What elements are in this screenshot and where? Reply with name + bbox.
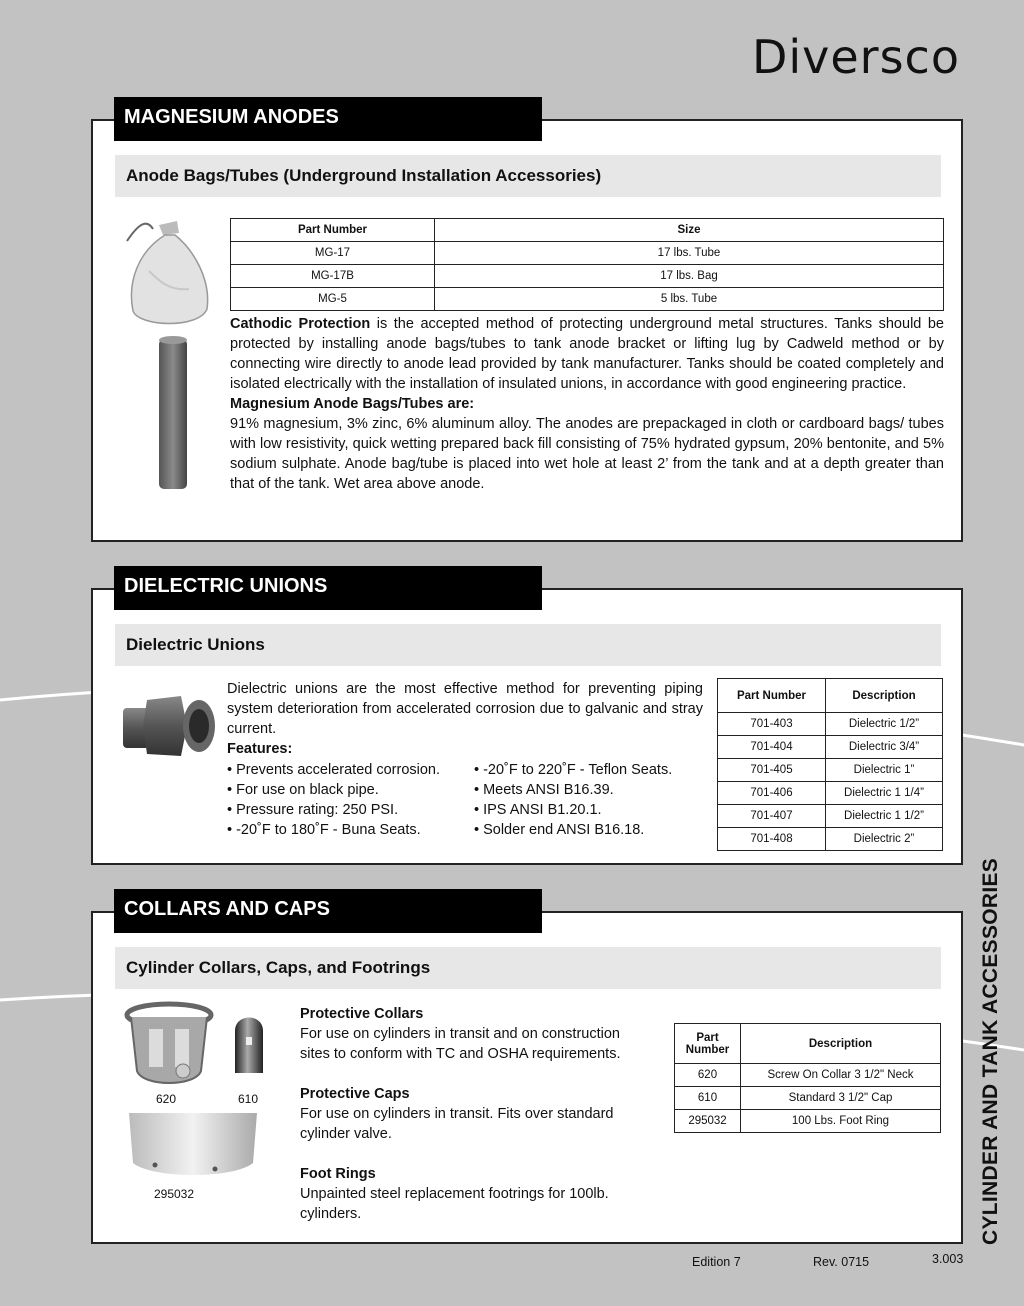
feature-item: • IPS ANSI B1.20.1. bbox=[474, 802, 602, 818]
part-number-cell: 701-403 bbox=[718, 713, 826, 736]
collar-caption: 620 bbox=[155, 1092, 177, 1106]
anode-bag-image bbox=[119, 211, 215, 331]
table-row bbox=[231, 288, 944, 311]
table-header: Size bbox=[435, 219, 944, 242]
features-label: Features: bbox=[227, 741, 293, 757]
table-row bbox=[675, 1087, 941, 1110]
size-cell: 5 lbs. Tube bbox=[435, 288, 944, 311]
features-left-list bbox=[227, 760, 472, 840]
anodes-table bbox=[230, 218, 944, 311]
description-cell: Dielectric 2” bbox=[826, 828, 943, 851]
dielectric-union-image bbox=[117, 686, 217, 766]
description-cell: Dielectric 1” bbox=[826, 759, 943, 782]
description-cell: Dielectric 1 1/2” bbox=[826, 805, 943, 828]
dielectric-subtitle: Dielectric Unions bbox=[115, 624, 941, 666]
rings-text: Unpainted steel replacement footrings for 100lb. cylinders. bbox=[300, 1186, 609, 1222]
part-number-cell: MG-5 bbox=[231, 288, 435, 311]
feature-item: • Pressure rating: 250 PSI. bbox=[227, 802, 399, 818]
section-title-collars: COLLARS AND CAPS bbox=[114, 889, 542, 933]
collars-panel bbox=[91, 911, 963, 1244]
anodes-description bbox=[230, 314, 944, 494]
description-cell: Dielectric 1 1/4” bbox=[826, 782, 943, 805]
footer-page-number: 3.003 bbox=[932, 1252, 964, 1266]
table-row bbox=[718, 736, 943, 759]
part-number-cell: 701-408 bbox=[718, 828, 826, 851]
table-row bbox=[718, 713, 943, 736]
rings-label: Foot Rings bbox=[300, 1166, 376, 1182]
feature-item: • -20˚F to 220˚F - Teflon Seats. bbox=[474, 762, 673, 778]
footer-revision: Rev. 0715 bbox=[813, 1255, 870, 1269]
part-number-cell: 701-405 bbox=[718, 759, 826, 782]
cap-caption: 610 bbox=[237, 1092, 259, 1106]
section-title-anodes: MAGNESIUM ANODES bbox=[114, 97, 542, 141]
table-header: Part Number bbox=[675, 1024, 741, 1064]
table-header: Part Number bbox=[231, 219, 435, 242]
part-number-cell: 610 bbox=[675, 1087, 741, 1110]
foot-ring-caption: 295032 bbox=[153, 1187, 195, 1201]
table-row bbox=[675, 1110, 941, 1133]
cathodic-text: is the accepted method of protecting underground metal structures. Tanks should be protected by installing anode bags/tubes to tank anode bracket or lifting lug by Cadweld method or by connecting wire directly to anode lead provided by tank manufacturer. Tanks should be coated completely and isolated electrically with the installation of insulated unions, in accordance with good engineering practice. bbox=[230, 316, 945, 392]
size-cell: 17 lbs. Bag bbox=[435, 265, 944, 288]
part-number-cell: 701-406 bbox=[718, 782, 826, 805]
description-cell: Screw On Collar 3 1/2" Neck bbox=[741, 1064, 941, 1087]
cathodic-label: Cathodic Protection bbox=[230, 316, 371, 332]
feature-item: • -20˚F to 180˚F - Buna Seats. bbox=[227, 822, 421, 838]
table-row bbox=[231, 265, 944, 288]
feature-item: • Prevents accelerated corrosion. bbox=[227, 762, 441, 778]
part-number-cell: 701-404 bbox=[718, 736, 826, 759]
anodes-subtitle: Anode Bags/Tubes (Underground Installation Accessories) bbox=[115, 155, 941, 197]
table-header: Description bbox=[741, 1024, 941, 1064]
footer-edition: Edition 7 bbox=[692, 1255, 741, 1269]
collars-table bbox=[674, 1023, 941, 1133]
anode-tube-image bbox=[153, 335, 193, 493]
anode-composition-text: 91% magnesium, 3% zinc, 6% aluminum alloy. The anodes are prepackaged in cloth or cardboard bags/ tubes with low resistivity, quick wetting prepared back fill consisting of 75% hydrated gypsum, 20% bentonite, and 5% sodium sulphate. Anode bag/tube is placed into wet hole at least 2’ from the tank and at a depth greater than that of the tank. Wet area above anode. bbox=[230, 416, 944, 492]
cap-image bbox=[229, 1009, 269, 1079]
dielectric-table bbox=[717, 678, 943, 851]
size-cell: 17 lbs. Tube bbox=[435, 242, 944, 265]
description-cell: Dielectric 3/4” bbox=[826, 736, 943, 759]
table-row bbox=[718, 759, 943, 782]
section-title-dielectric: DIELECTRIC UNIONS bbox=[114, 566, 542, 610]
table-row bbox=[718, 782, 943, 805]
part-number-cell: MG-17 bbox=[231, 242, 435, 265]
feature-item: • Solder end ANSI B16.18. bbox=[474, 822, 645, 838]
collar-image bbox=[123, 1001, 215, 1093]
anodes-panel bbox=[91, 119, 963, 542]
table-row bbox=[675, 1064, 941, 1087]
description-cell: Standard 3 1/2" Cap bbox=[741, 1087, 941, 1110]
dielectric-panel bbox=[91, 588, 963, 865]
part-number-cell: MG-17B bbox=[231, 265, 435, 288]
side-category-label: CYLINDER AND TANK ACCESSORIES bbox=[979, 857, 1002, 1245]
cathodic-paragraph bbox=[230, 314, 944, 394]
table-row bbox=[718, 805, 943, 828]
collars-text: For use on cylinders in transit and on construction sites to conform with TC and OSHA requirements. bbox=[300, 1026, 621, 1062]
features-right-list bbox=[474, 760, 704, 840]
table-row bbox=[718, 828, 943, 851]
caps-text: For use on cylinders in transit. Fits over standard cylinder valve. bbox=[300, 1106, 614, 1142]
brand-logo: Diversco bbox=[751, 30, 960, 84]
collars-description bbox=[300, 1004, 645, 1224]
description-cell: 100 Lbs. Foot Ring bbox=[741, 1110, 941, 1133]
caps-label: Protective Caps bbox=[300, 1086, 410, 1102]
anode-composition-heading: Magnesium Anode Bags/Tubes are: bbox=[230, 396, 475, 412]
foot-ring-image bbox=[123, 1113, 263, 1183]
feature-item: • For use on black pipe. bbox=[227, 782, 379, 798]
part-number-cell: 620 bbox=[675, 1064, 741, 1087]
collars-label: Protective Collars bbox=[300, 1006, 424, 1022]
dielectric-intro: Dielectric unions are the most effective method for preventing piping system deterioration from accelerated corrosion due to galvanic and stray current. bbox=[227, 681, 703, 737]
part-number-cell: 295032 bbox=[675, 1110, 741, 1133]
table-header: Part Number bbox=[718, 679, 826, 713]
table-header: Description bbox=[826, 679, 943, 713]
part-number-cell: 701-407 bbox=[718, 805, 826, 828]
description-cell: Dielectric 1/2” bbox=[826, 713, 943, 736]
collars-subtitle: Cylinder Collars, Caps, and Footrings bbox=[115, 947, 941, 989]
table-row bbox=[231, 242, 944, 265]
feature-item: • Meets ANSI B16.39. bbox=[474, 782, 614, 798]
